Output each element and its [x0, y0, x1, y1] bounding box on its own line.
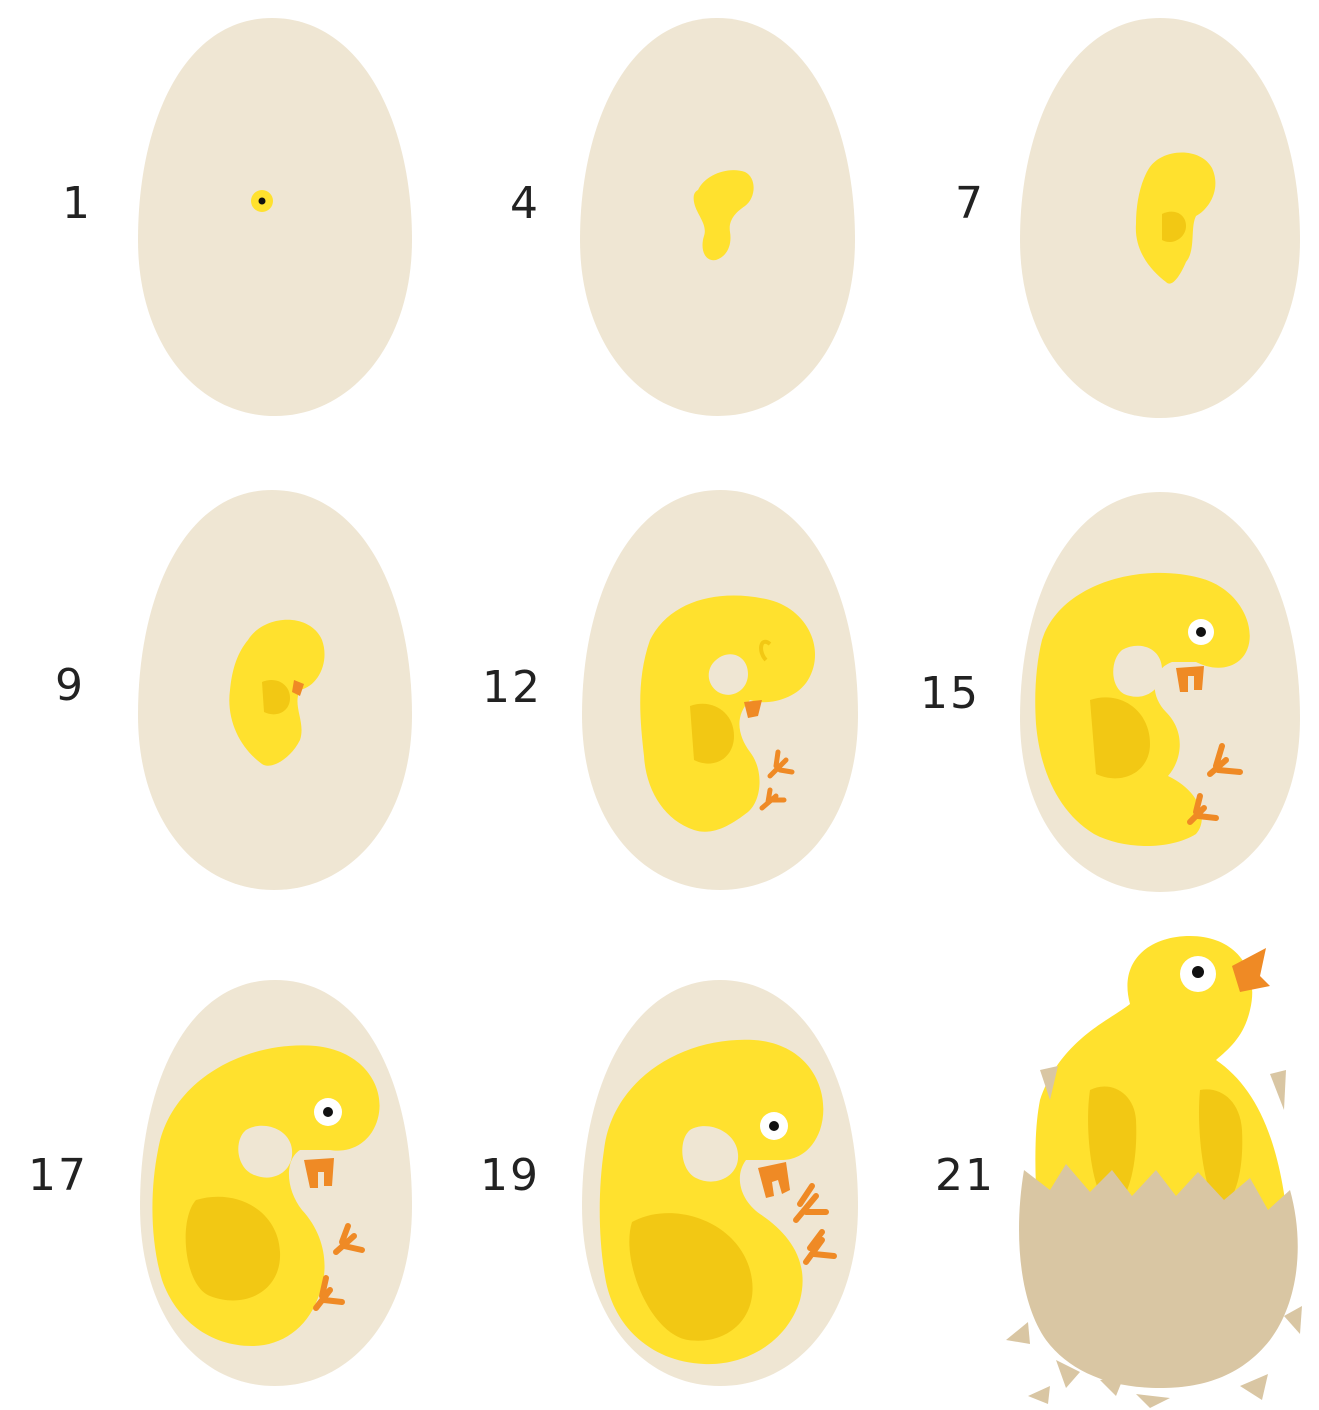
- day-label: 17: [28, 1150, 88, 1201]
- embryo-dot-icon: [251, 190, 273, 212]
- day-label: 9: [55, 660, 85, 711]
- day-label: 4: [510, 178, 540, 229]
- day-label: 19: [480, 1150, 540, 1201]
- stage-day-15: [920, 492, 1300, 892]
- stage-day-9: [55, 490, 412, 890]
- stage-day-12: [482, 490, 858, 890]
- egg-icon: [138, 18, 412, 416]
- day-label: 1: [62, 178, 92, 229]
- stage-day-7: [955, 18, 1300, 418]
- day-label: 12: [482, 662, 542, 713]
- stage-day-17: [28, 980, 412, 1386]
- day-label: 15: [920, 668, 980, 719]
- stage-day-4: [510, 18, 855, 416]
- stage-day-21: [935, 936, 1302, 1408]
- day-label: 21: [935, 1150, 995, 1201]
- hatched-chick-icon: [1006, 936, 1302, 1408]
- day-label: 7: [955, 178, 985, 229]
- stage-day-1: [62, 18, 412, 416]
- eggshell-icon: [1019, 1164, 1298, 1388]
- stage-day-19: [480, 980, 858, 1386]
